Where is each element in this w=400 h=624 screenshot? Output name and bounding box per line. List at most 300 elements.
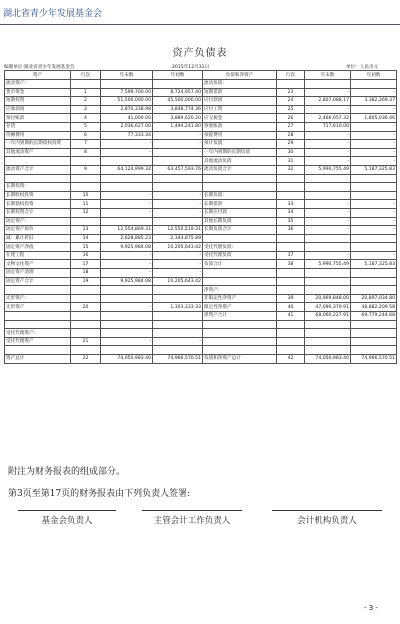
table-row xyxy=(5,303,397,312)
compiling-unit: 编制单位:湖北省青少年发展基金会 xyxy=(4,65,75,70)
table-cell xyxy=(101,157,153,166)
table-cell: 69,779,244.68 xyxy=(351,312,397,321)
table-cell: 19 xyxy=(71,277,101,286)
table-cell: 短期借款 xyxy=(203,88,277,97)
table-cell: 11 xyxy=(71,200,101,209)
table-cell xyxy=(5,312,71,321)
table-cell: 5,187,325.83 xyxy=(351,260,397,269)
table-cell: 流动负债: xyxy=(203,80,277,89)
table-cell: 9,925,984.08 xyxy=(101,243,153,252)
table-cell xyxy=(277,337,305,346)
table-cell: 非限定性净资产 xyxy=(203,294,277,303)
table-cell xyxy=(351,243,397,252)
table-cell: 5,187,325.83 xyxy=(351,165,397,174)
table-cell: 流动负债合计 xyxy=(203,165,277,174)
table-row xyxy=(5,191,397,200)
table-cell: 存货 xyxy=(5,122,71,131)
table-row xyxy=(5,122,397,131)
table-cell xyxy=(351,337,397,346)
table-cell: 41,000.00 xyxy=(101,114,153,123)
table-cell: - xyxy=(153,191,203,200)
table-cell: 2,344,875.89 xyxy=(153,234,203,243)
table-cell: 减：累计折旧 xyxy=(5,234,71,243)
signature-line xyxy=(272,510,382,511)
table-cell: 受托代理负债 xyxy=(203,251,277,260)
table-cell xyxy=(5,174,71,183)
table-cell: - xyxy=(305,148,351,157)
table-cell: 3,848,774.36 xyxy=(153,105,203,114)
table-cell xyxy=(153,80,203,89)
col-header: 负债和净资产 xyxy=(203,71,277,80)
table-cell xyxy=(153,294,203,303)
table-cell xyxy=(101,294,153,303)
table-cell: 2,466,057.32 xyxy=(305,114,351,123)
table-cell: 42 xyxy=(277,355,305,364)
currency-unit: 单位：人民币元 xyxy=(346,65,379,70)
table-cell xyxy=(305,277,351,286)
table-cell: - xyxy=(101,200,153,209)
table-cell: 17 xyxy=(71,260,101,269)
note-line-1: 附注为财务报表的组成部分。 xyxy=(8,467,126,477)
table-cell: 26 xyxy=(277,114,305,123)
table-cell: 预收账款 xyxy=(203,122,277,131)
page-header xyxy=(0,0,400,26)
table-cell: 28 xyxy=(277,131,305,140)
table-cell: 32 xyxy=(277,165,305,174)
table-cell: 2,870,338.98 xyxy=(101,105,153,114)
table-cell xyxy=(351,80,397,89)
table-row xyxy=(5,355,397,364)
table-cell: 64,124,999.32 xyxy=(101,165,153,174)
table-cell xyxy=(153,346,203,355)
table-cell: 无形资产: xyxy=(5,294,71,303)
table-header-row xyxy=(5,71,397,80)
table-cell: 6 xyxy=(71,131,101,140)
table-cell: 16 xyxy=(71,251,101,260)
table-cell: 短期投资 xyxy=(5,97,71,106)
table-cell xyxy=(153,183,203,192)
table-cell: 63,457,593.76 xyxy=(153,165,203,174)
table-cell: 21 xyxy=(71,337,101,346)
table-cell xyxy=(277,80,305,89)
table-cell: - xyxy=(101,140,153,149)
table-cell: - xyxy=(351,217,397,226)
table-cell: 货币资金 xyxy=(5,88,71,97)
table-cell: 长期投资合计 xyxy=(5,208,71,217)
table-cell: 其他长期负债 xyxy=(203,217,277,226)
table-cell: - xyxy=(351,88,397,97)
table-cell: 预付账款 xyxy=(5,114,71,123)
col-header: 年末数 xyxy=(101,71,153,80)
report-date: 2015年12月31日 xyxy=(172,65,210,70)
table-cell: - xyxy=(305,157,351,166)
table-cell xyxy=(71,80,101,89)
table-cell: 应交税金 xyxy=(203,114,277,123)
table-row xyxy=(5,80,397,89)
signature-foundation-head: 基金会负责人 xyxy=(41,516,93,526)
table-cell: 27 xyxy=(277,122,305,131)
note-line-2: 第3页至第17页的财务报表由下列负责人签署: xyxy=(8,489,191,499)
table-cell xyxy=(101,312,153,321)
table-cell: 20,897,034.80 xyxy=(351,294,397,303)
table-cell: 13 xyxy=(71,226,101,235)
table-cell xyxy=(101,183,153,192)
table-cell: 45,500,000.00 xyxy=(153,97,203,106)
table-cell: 净资产: xyxy=(203,286,277,295)
table-row xyxy=(5,114,397,123)
table-cell xyxy=(277,269,305,278)
table-cell: 5 xyxy=(71,122,101,131)
table-cell: - xyxy=(351,105,397,114)
table-cell: 41 xyxy=(277,312,305,321)
table-cell: 流动资产合计 xyxy=(5,165,71,174)
table-cell: 固定资产合计 xyxy=(5,277,71,286)
table-cell: 20,969,848.00 xyxy=(305,294,351,303)
table-cell: 4 xyxy=(71,114,101,123)
table-cell xyxy=(277,286,305,295)
table-cell: 其他流动资产 xyxy=(5,148,71,157)
table-cell: 固定资产净值 xyxy=(5,243,71,252)
table-row xyxy=(5,174,397,183)
table-cell: - xyxy=(305,226,351,235)
table-cell: 长期投资: xyxy=(5,183,71,192)
table-cell xyxy=(351,269,397,278)
table-cell: 1,303,333.33 xyxy=(153,303,203,312)
table-cell xyxy=(153,217,203,226)
table-row xyxy=(5,157,397,166)
table-cell: 负债合计 xyxy=(203,260,277,269)
signature-line xyxy=(142,510,242,511)
table-row xyxy=(5,97,397,106)
table-cell xyxy=(71,320,101,329)
table-row xyxy=(5,148,397,157)
table-cell: - xyxy=(305,251,351,260)
table-cell: - xyxy=(153,269,203,278)
table-cell: 受托代理资产: xyxy=(5,329,71,338)
table-cell: - xyxy=(351,208,397,217)
table-cell xyxy=(101,346,153,355)
table-cell: 20 xyxy=(71,303,101,312)
table-cell xyxy=(351,191,397,200)
table-cell: 9,925,984.08 xyxy=(101,277,153,286)
table-cell xyxy=(71,183,101,192)
table-cell xyxy=(277,277,305,286)
table-cell: 39 xyxy=(277,294,305,303)
table-cell: 12,550,519.31 xyxy=(153,226,203,235)
table-cell: 待摊费用 xyxy=(5,131,71,140)
table-row xyxy=(5,217,397,226)
table-cell: 18 xyxy=(71,269,101,278)
table-cell: 固定资产原价 xyxy=(5,226,71,235)
table-cell: 10,205,643.42 xyxy=(153,277,203,286)
table-cell: - xyxy=(351,226,397,235)
table-cell xyxy=(71,329,101,338)
table-cell: 15 xyxy=(71,243,101,252)
page-title: 资产负债表 xyxy=(172,48,228,59)
table-cell: 应付工资 xyxy=(203,105,277,114)
table-cell: 长期应付款 xyxy=(203,208,277,217)
table-cell xyxy=(71,286,101,295)
table-cell: 40 xyxy=(277,303,305,312)
table-cell xyxy=(277,183,305,192)
table-cell: - xyxy=(305,208,351,217)
table-cell: 2,807,088.17 xyxy=(305,97,351,106)
table-cell: 14 xyxy=(71,234,101,243)
table-row xyxy=(5,320,397,329)
table-row xyxy=(5,269,397,278)
table-cell: 3,889,620.20 xyxy=(153,114,203,123)
table-cell: 预提费用 xyxy=(203,131,277,140)
table-cell: 7,599,700.00 xyxy=(101,88,153,97)
table-cell: 预计负债 xyxy=(203,140,277,149)
table-cell: - xyxy=(351,157,397,166)
table-cell: 25 xyxy=(277,105,305,114)
table-cell: 10,205,643.42 xyxy=(153,243,203,252)
table-cell xyxy=(305,191,351,200)
table-cell: 48,882,209.58 xyxy=(351,303,397,312)
table-row xyxy=(5,329,397,338)
table-cell: 51,500,000.00 xyxy=(101,97,153,106)
table-cell: 在建工程 xyxy=(5,251,71,260)
table-cell xyxy=(277,191,305,200)
table-cell: - xyxy=(101,191,153,200)
table-cell: 负债和净资产总计 xyxy=(203,355,277,364)
table-cell xyxy=(305,183,351,192)
table-cell: - xyxy=(101,269,153,278)
table-cell xyxy=(5,320,71,329)
table-cell: - xyxy=(351,251,397,260)
table-cell: - xyxy=(351,122,397,131)
table-cell: 37 xyxy=(277,251,305,260)
table-cell: - xyxy=(153,251,203,260)
table-cell xyxy=(351,277,397,286)
table-cell: 77,333.34 xyxy=(101,131,153,140)
table-cell: - xyxy=(101,148,153,157)
table-cell xyxy=(351,183,397,192)
table-cell: - xyxy=(153,131,203,140)
table-cell: - xyxy=(101,260,153,269)
page-number: - 3 - xyxy=(364,604,378,612)
table-cell xyxy=(305,346,351,355)
header-rule xyxy=(0,24,400,25)
table-row xyxy=(5,140,397,149)
table-cell xyxy=(277,243,305,252)
table-cell: 33 xyxy=(277,200,305,209)
table-cell: 717,610.00 xyxy=(305,122,351,131)
table-cell: 长期借款 xyxy=(203,200,277,209)
table-cell xyxy=(305,337,351,346)
table-cell: - xyxy=(305,105,351,114)
table-cell: 5,990,755.49 xyxy=(305,165,351,174)
table-cell: 固定资产清理 xyxy=(5,269,71,278)
table-cell: 无形资产 xyxy=(5,303,71,312)
table-cell: - xyxy=(305,217,351,226)
table-cell xyxy=(153,157,203,166)
table-cell: 5,990,755.49 xyxy=(305,260,351,269)
header-org: 湖北省青少年发展基金会 xyxy=(3,9,103,19)
table-row xyxy=(5,286,397,295)
col-header: 年初数 xyxy=(153,71,203,80)
table-cell xyxy=(305,320,351,329)
table-cell xyxy=(203,174,277,183)
balance-sheet-table xyxy=(4,70,397,364)
table-cell: 8 xyxy=(71,148,101,157)
table-cell xyxy=(277,329,305,338)
table-cell: - xyxy=(153,208,203,217)
col-header: 年初数 xyxy=(351,71,397,80)
table-cell xyxy=(203,277,277,286)
table-cell xyxy=(101,80,153,89)
table-cell: 23 xyxy=(277,88,305,97)
table-row xyxy=(5,260,397,269)
col-header: 年末数 xyxy=(305,71,351,80)
table-cell xyxy=(203,234,277,243)
table-row xyxy=(5,243,397,252)
table-row xyxy=(5,183,397,192)
table-row xyxy=(5,346,397,355)
table-cell: 31 xyxy=(277,157,305,166)
table-cell: 1,494,241.80 xyxy=(153,122,203,131)
table-row xyxy=(5,234,397,243)
table-cell: - xyxy=(351,200,397,209)
table-cell xyxy=(101,320,153,329)
table-cell: 2,036,627.00 xyxy=(101,122,153,131)
table-row xyxy=(5,251,397,260)
table-cell: 限定性净资产 xyxy=(203,303,277,312)
table-cell: 74,050,983.40 xyxy=(305,355,351,364)
table-cell xyxy=(71,174,101,183)
col-header: 行次 xyxy=(277,71,305,80)
table-cell xyxy=(351,346,397,355)
signature-accounting-dept-head: 会计机构负责人 xyxy=(297,516,357,526)
table-cell: 74,966,570.51 xyxy=(351,355,397,364)
table-cell: - xyxy=(153,260,203,269)
table-cell: 29 xyxy=(277,140,305,149)
table-cell: 资产总计 xyxy=(5,355,71,364)
table-cell: 36 xyxy=(277,226,305,235)
table-cell: 1 xyxy=(71,88,101,97)
table-cell xyxy=(277,346,305,355)
table-cell xyxy=(101,286,153,295)
table-cell xyxy=(305,80,351,89)
table-cell: 固定资产: xyxy=(5,217,71,226)
table-cell: 1,805,036.46 xyxy=(351,114,397,123)
col-header: 资产 xyxy=(5,71,71,80)
table-cell xyxy=(351,234,397,243)
table-cell xyxy=(305,243,351,252)
table-cell xyxy=(277,320,305,329)
table-cell: - xyxy=(351,131,397,140)
table-cell: 一年内到期的长期债权投资 xyxy=(5,140,71,149)
table-cell: 流动资产: xyxy=(5,80,71,89)
table-cell xyxy=(277,174,305,183)
table-cell: 38 xyxy=(277,260,305,269)
table-cell: - xyxy=(305,131,351,140)
table-cell: 长期债权投资 xyxy=(5,200,71,209)
table-cell xyxy=(351,329,397,338)
table-cell: 8,724,957.40 xyxy=(153,88,203,97)
table-cell xyxy=(71,346,101,355)
table-cell: 文物文化资产 xyxy=(5,260,71,269)
table-cell: 47,090,379.91 xyxy=(305,303,351,312)
table-cell xyxy=(101,174,153,183)
table-cell: - xyxy=(153,200,203,209)
table-cell: 68,060,227.91 xyxy=(305,312,351,321)
col-header: 行次 xyxy=(71,71,101,80)
table-cell xyxy=(203,183,277,192)
table-cell: 长期负债合计 xyxy=(203,226,277,235)
table-cell: 24 xyxy=(277,97,305,106)
table-cell: - xyxy=(153,148,203,157)
table-cell xyxy=(5,157,71,166)
table-row xyxy=(5,294,397,303)
table-cell xyxy=(203,329,277,338)
table-row xyxy=(5,88,397,97)
table-cell: - xyxy=(305,200,351,209)
table-cell xyxy=(305,269,351,278)
table-cell: 一年内到期的长期负债 xyxy=(203,148,277,157)
table-cell xyxy=(71,157,101,166)
table-cell xyxy=(153,174,203,183)
table-cell xyxy=(71,312,101,321)
table-cell xyxy=(351,320,397,329)
table-cell xyxy=(351,174,397,183)
table-cell: - xyxy=(153,140,203,149)
table-cell xyxy=(71,294,101,303)
table-cell xyxy=(101,217,153,226)
table-cell xyxy=(351,286,397,295)
table-cell: - xyxy=(101,337,153,346)
table-cell xyxy=(101,329,153,338)
table-cell: 3 xyxy=(71,105,101,114)
table-cell: 其他流动负债 xyxy=(203,157,277,166)
table-cell xyxy=(153,312,203,321)
signature-line xyxy=(18,510,116,511)
table-cell: 9 xyxy=(71,165,101,174)
table-row xyxy=(5,165,397,174)
table-cell xyxy=(277,234,305,243)
table-row xyxy=(5,208,397,217)
table-cell xyxy=(153,286,203,295)
table-cell xyxy=(203,320,277,329)
table-cell: 12,554,869.31 xyxy=(101,226,153,235)
table-cell xyxy=(203,337,277,346)
table-cell: 34 xyxy=(277,208,305,217)
table-cell xyxy=(71,217,101,226)
table-cell xyxy=(5,286,71,295)
table-cell: - xyxy=(101,251,153,260)
table-cell xyxy=(203,269,277,278)
table-cell: - xyxy=(101,208,153,217)
table-cell: 22 xyxy=(71,355,101,364)
table-cell xyxy=(305,234,351,243)
table-cell: 74,966,570.51 xyxy=(153,355,203,364)
table-cell xyxy=(305,286,351,295)
table-cell xyxy=(5,346,71,355)
table-cell: 应付款项 xyxy=(203,97,277,106)
table-cell xyxy=(153,329,203,338)
table-cell: 受托代理负债: xyxy=(203,243,277,252)
table-cell xyxy=(305,329,351,338)
table-row xyxy=(5,226,397,235)
signature-accounting-head: 主管会计工作负责人 xyxy=(153,516,231,526)
table-cell: - xyxy=(351,148,397,157)
table-cell: 7 xyxy=(71,140,101,149)
table-cell: 74,050,983.40 xyxy=(101,355,153,364)
table-cell: 30 xyxy=(277,148,305,157)
table-cell: - xyxy=(305,88,351,97)
table-row xyxy=(5,105,397,114)
